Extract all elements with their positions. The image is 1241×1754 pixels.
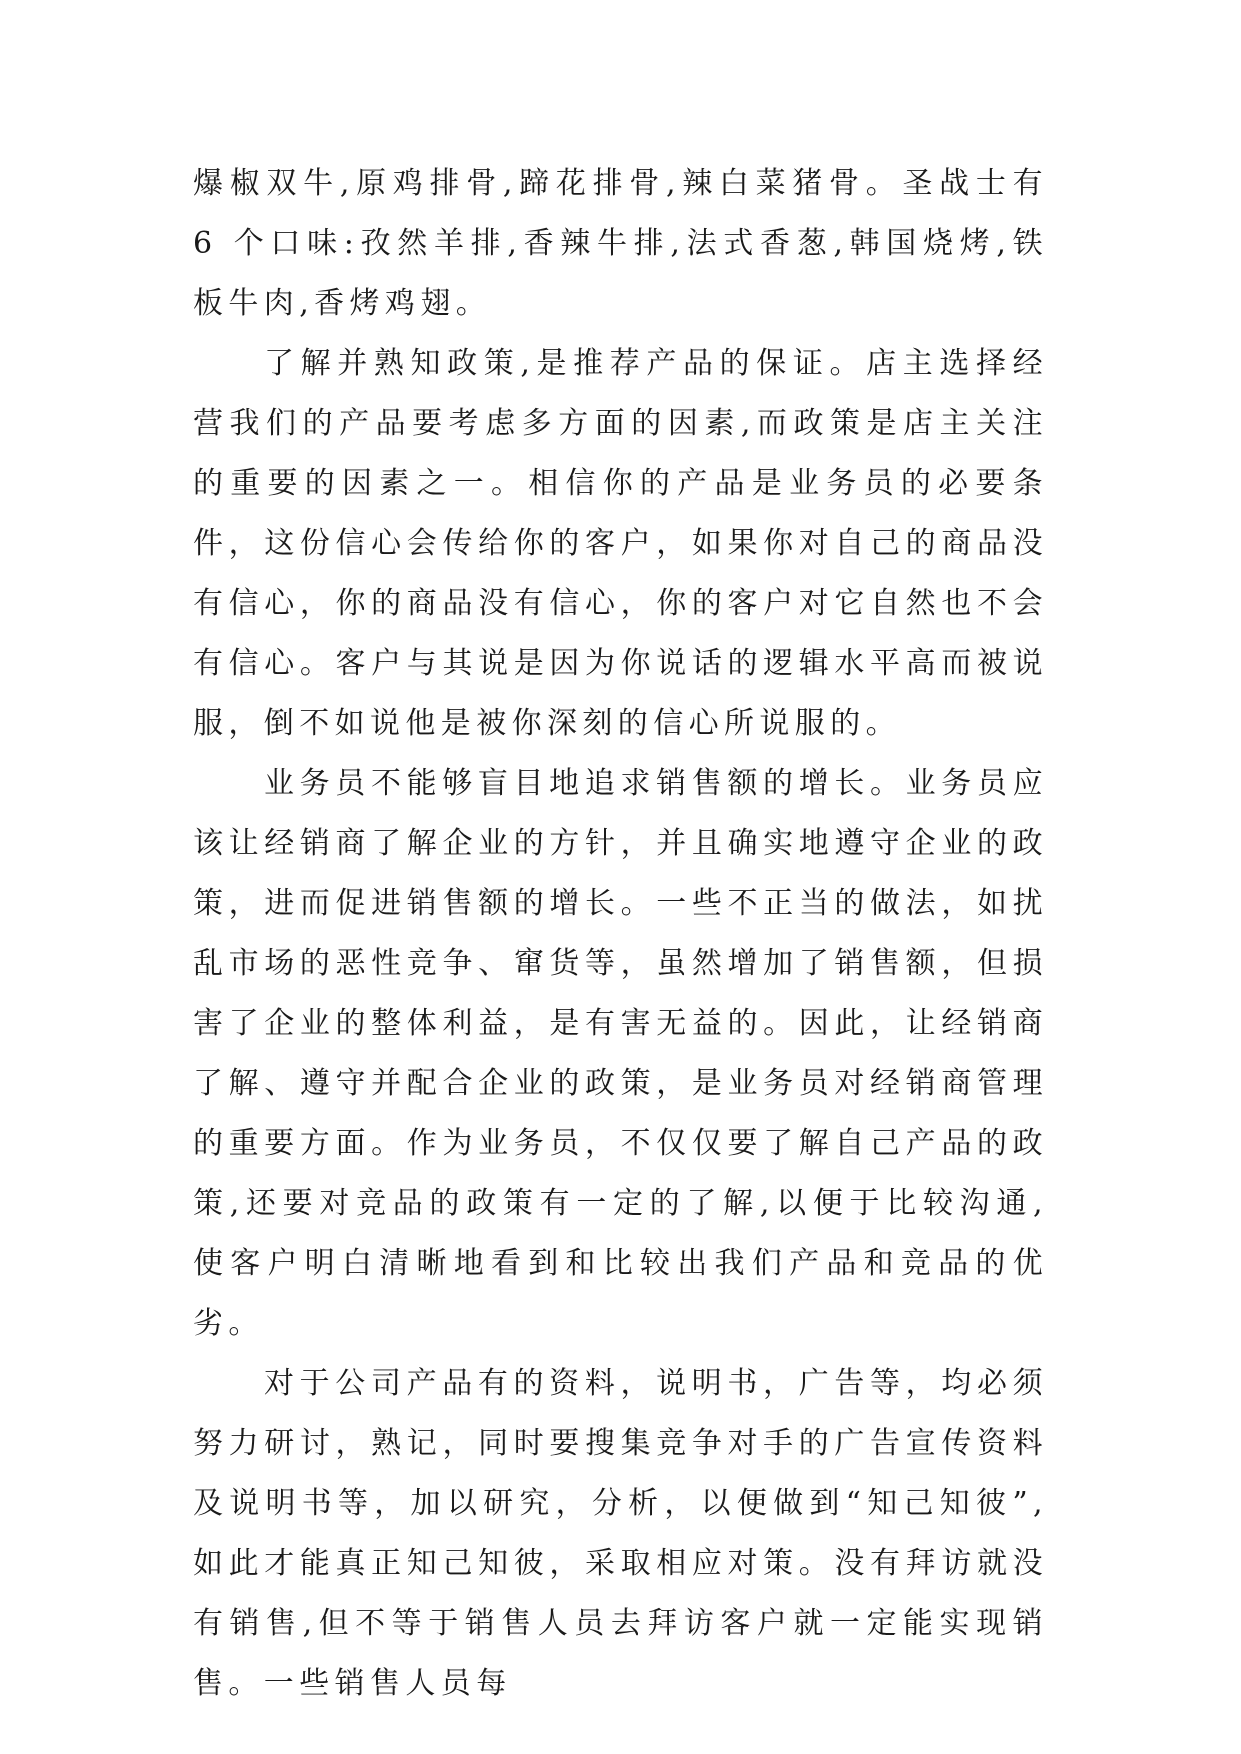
paragraph-product-materials: 对于公司产品有的资料，说明书，广告等，均必须努力研讨，熟记，同时要搜集竞争对手的广告宣传资料及说明书等，加以研究，分析，以便做到“知己知彼”,如此才能真正知己知彼，采取相应对策。没有拜访就没有销售,但不等于销售人员去拜访客户就一定能实现销售。一些销售人员每 [193,1366,1048,1701]
paragraph-continuation: 爆椒双牛,原鸡排骨,蹄花排骨,辣白菜猪骨。圣战士有 6 个口味:孜然羊排,香辣牛排,法式香葱,韩国烧烤,铁板牛肉,香烤鸡翅。 [193,166,1048,321]
paragraph-policy: 了解并熟知政策,是推荐产品的保证。店主选择经营我们的产品要考虑多方面的因素,而政策是店主关注的重要的因素之一。相信你的产品是业务员的必要条件，这份信心会传给你的客户，如果你对自己的商品没有信心，你的商品没有信心，你的客户对它自然也不会有信心。客户与其说是因为你说话的逻辑水平高而被说服，倒不如说他是被你深刻的信心所说服的。 [193,346,1048,741]
paragraph-sales-growth: 业务员不能够盲目地追求销售额的增长。业务员应该让经销商了解企业的方针，并且确实地遵守企业的政策，进而促进销售额的增长。一些不正当的做法，如扰乱市场的恶性竞争、窜货等，虽然增加了销售额，但损害了企业的整体利益，是有害无益的。因此，让经销商了解、遵守并配合企业的政策，是业务员对经销商管理的重要方面。作为业务员，不仅仅要了解自己产品的政策,还要对竞品的政策有一定的了解,以便于比较沟通,使客户明白清晰地看到和比较出我们产品和竞品的优劣。 [193,766,1048,1341]
document-body [193,154,1048,1714]
